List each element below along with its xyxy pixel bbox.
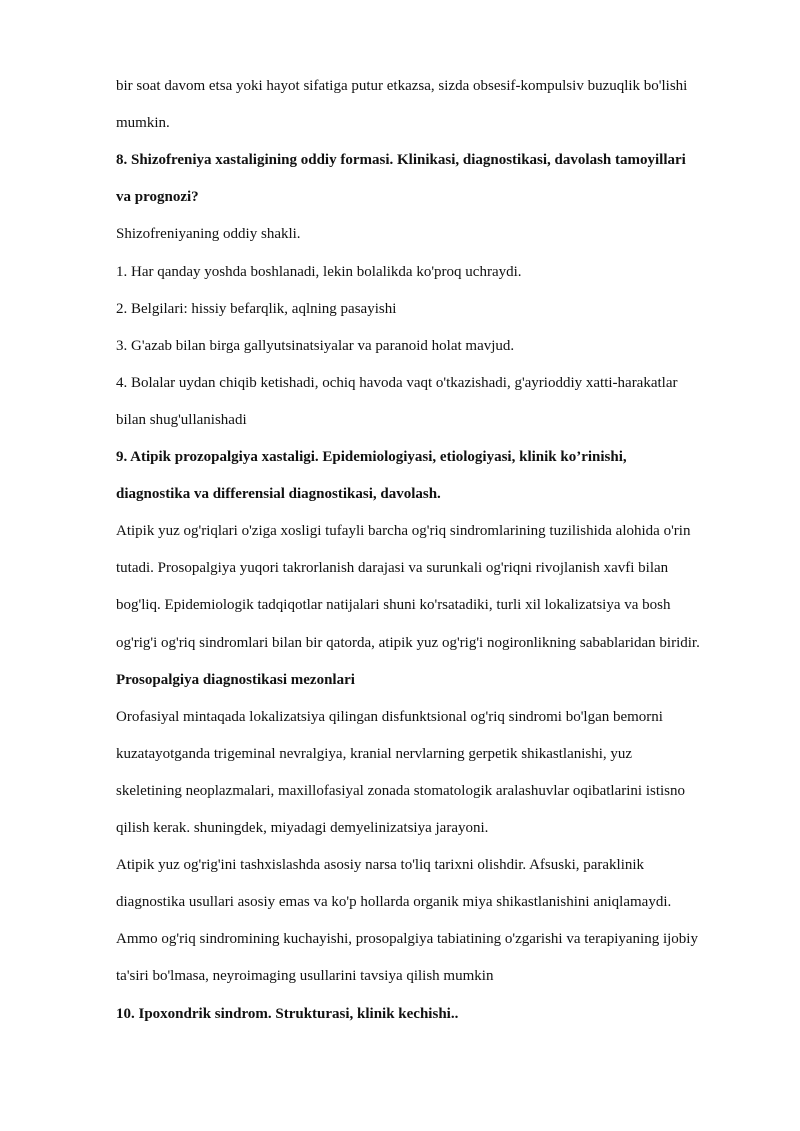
text-line: diagnostika usullari asosiy emas va ko'p hollarda organik miya shikastlanishini aniqlamaydi. bbox=[116, 894, 672, 911]
text-line: bog'liq. Epidemiologik tadqiqotlar natijalari shuni ko'rsatadiki, turli xil lokalizatsiya va bosh bbox=[116, 597, 671, 614]
text-line: Shizofreniyaning oddiy shakli. bbox=[116, 226, 301, 243]
text-line: ta'siri bo'lmasa, neyroimaging usullarini tavsiya qilish mumkin bbox=[116, 968, 494, 985]
text-line: 2. Belgilari: hissiy befarqlik, aqlning pasayishi bbox=[116, 300, 397, 317]
text-line: mumkin. bbox=[116, 115, 170, 132]
text-line: qilish kerak. shuningdek, miyadagi demyelinizatsiya jarayoni. bbox=[116, 820, 489, 836]
heading-line: 10. Ipoxondrik sindrom. Strukturasi, klinik kechishi.. bbox=[116, 1005, 459, 1022]
text-line: Atipik yuz og'rig'ini tashxislashda asosiy narsa to'liq tarixni olishdir. Afsuski, paraklinik bbox=[116, 857, 645, 874]
text-line: skeletining neoplazmalari, maxillofasiyal zonada stomatologik aralashuvlar oqibatlarini istisno bbox=[116, 782, 686, 799]
text-line: kuzatayotganda trigeminal nevralgiya, kranial nervlarning gerpetik shikastlanishi, yuz bbox=[116, 745, 633, 762]
heading-line: va prognozi? bbox=[116, 189, 199, 206]
text-line: bir soat davom etsa yoki hayot sifatiga putur etkazsa, sizda obsesif-kompulsiv buzuqlik bo'lishi bbox=[116, 78, 688, 94]
heading-line: 9. Atipik prozopalgiya xastaligi. Epidemiologiyasi, etiologiyasi, klinik ko’rinishi, bbox=[116, 449, 627, 465]
text-line: Atipik yuz og'riqlari o'ziga xosligi tufayli barcha og'riq sindromlarining tuzilishida alohida o'rin bbox=[116, 523, 691, 540]
heading-line: diagnostika va differensial diagnostikasi, davolash. bbox=[116, 486, 441, 503]
text-line: Orofasiyal mintaqada lokalizatsiya qilingan disfunktsional og'riq sindromi bo'lgan bemorni bbox=[116, 708, 663, 725]
heading-line: 8. Shizofreniya xastaligining oddiy formasi. Klinikasi, diagnostikasi, davolash tamoyillari bbox=[116, 152, 686, 169]
text-line: tutadi. Prosopalgiya yuqori takrorlanish darajasi va surunkali og'riqni rivojlanish xavfi bilan bbox=[116, 560, 669, 577]
text-line: og'rig'i og'riq sindromlari bilan bir qatorda, atipik yuz og'rig'i nogironlikning sabablaridan biridir. bbox=[116, 634, 700, 651]
text-line: bilan shug'ullanishadi bbox=[116, 411, 247, 428]
heading-line: Prosopalgiya diagnostikasi mezonlari bbox=[116, 671, 355, 688]
text-line: Ammo og'riq sindromining kuchayishi, prosopalgiya tabiatining o'zgarishi va terapiyaning ijobiy bbox=[116, 931, 698, 948]
text-line: 4. Bolalar uydan chiqib ketishadi, ochiq havoda vaqt o'tkazishadi, g'ayrioddiy xatti-harakatlar bbox=[116, 374, 678, 391]
text-line: 3. G'azab bilan birga gallyutsinatsiyalar va paranoid holat mavjud. bbox=[116, 337, 515, 354]
text-line: 1. Har qanday yoshda boshlanadi, lekin bolalikda ko'proq uchraydi. bbox=[116, 263, 522, 280]
